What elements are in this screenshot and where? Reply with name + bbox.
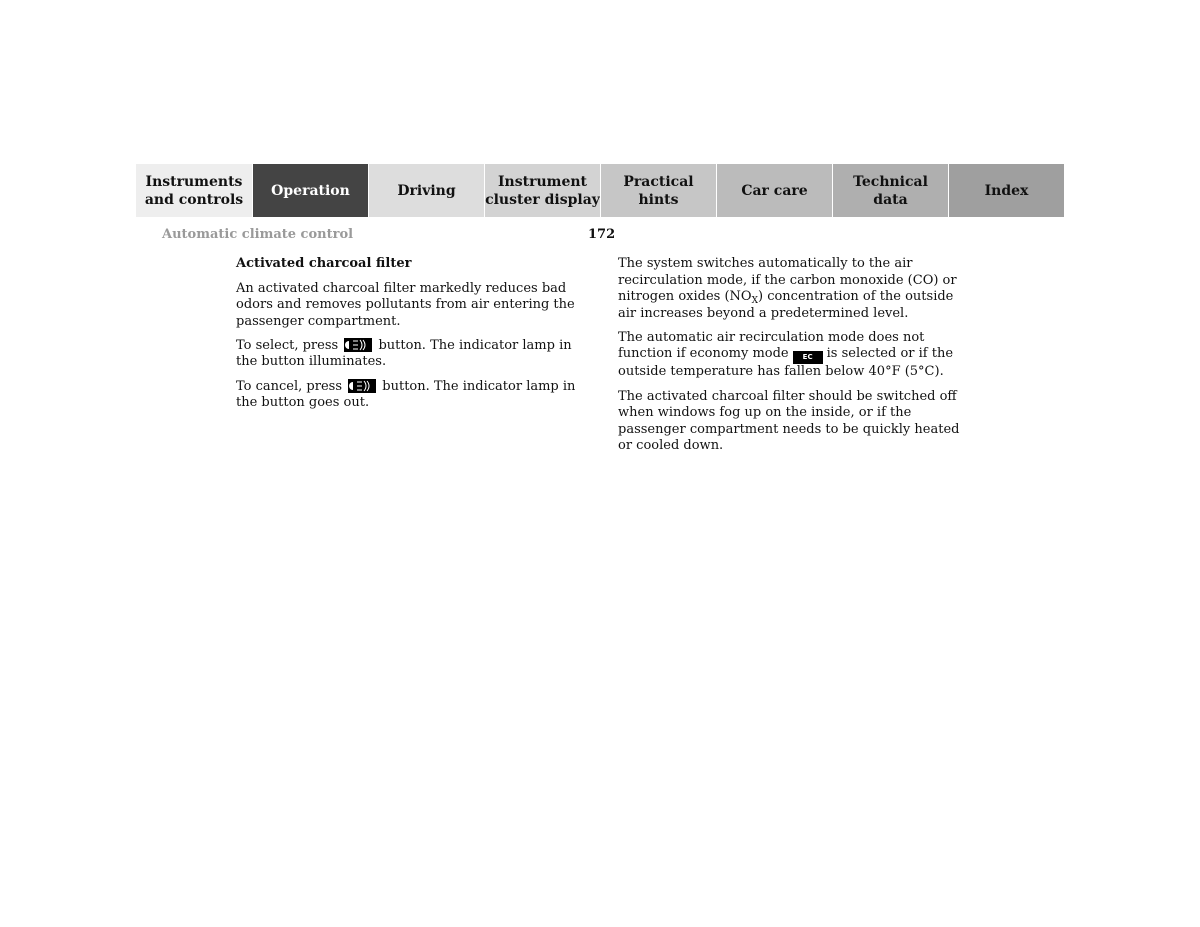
tab-instrument-cluster-display[interactable]: Instrument cluster display bbox=[484, 164, 600, 217]
paragraph-economy-mode bbox=[618, 330, 970, 381]
paragraph-switch-off: The activated charcoal filter should be switched off when windows fog up on the inside, or if the passenger compartment needs to be quickly heated or cooled down. bbox=[618, 388, 960, 454]
cancel-text-after: button. The indicator lamp in the button goes out. bbox=[236, 378, 576, 411]
nox-subscript: X bbox=[751, 296, 758, 307]
charcoal-filter-button-icon bbox=[348, 379, 376, 393]
charcoal-filter-button-icon bbox=[344, 338, 372, 352]
economy-mode-icon: EC bbox=[793, 351, 823, 364]
tab-index[interactable]: Index bbox=[948, 164, 1064, 217]
cancel-text-before: To cancel, press bbox=[236, 378, 342, 394]
paragraph-auto-switch bbox=[618, 256, 970, 322]
select-text-after: button. The indicator lamp in the button illuminates. bbox=[236, 337, 572, 370]
economy-text-before: The automatic air recirculation mode does not function if economy mode bbox=[618, 329, 925, 362]
tab-car-care[interactable]: Car care bbox=[716, 164, 832, 217]
page-number: 172 bbox=[588, 227, 616, 242]
economy-text-after: is selected or if the outside temperature has fallen below 40°F (5°C). bbox=[618, 346, 954, 380]
tab-practical-hints[interactable]: Practical hints bbox=[600, 164, 716, 217]
tab-driving[interactable]: Driving bbox=[368, 164, 484, 217]
tab-operation[interactable]: Operation bbox=[252, 164, 368, 217]
tab-instruments-and-controls[interactable]: Instruments and controls bbox=[136, 164, 252, 217]
chapter-tabs bbox=[136, 164, 1064, 217]
paragraph-intro: An activated charcoal filter markedly reduces bad odors and removes pollutants from air entering the passenger compartment. bbox=[236, 280, 575, 329]
right-column bbox=[618, 256, 970, 462]
paragraph-select bbox=[236, 338, 586, 371]
auto-switch-text-after: ) concentration of the outside air increases beyond a predetermined level. bbox=[618, 289, 954, 321]
auto-switch-text-before: The system switches automatically to the air recirculation mode, if the carbon monoxide (CO) or nitrogen oxides (NO bbox=[618, 256, 957, 305]
left-column bbox=[236, 256, 586, 419]
select-text-before: To select, press bbox=[236, 337, 339, 353]
section-title: Automatic climate control bbox=[162, 227, 354, 242]
section-heading: Activated charcoal filter bbox=[236, 256, 412, 271]
tab-technical-data[interactable]: Technical data bbox=[832, 164, 948, 217]
paragraph-cancel bbox=[236, 379, 586, 412]
